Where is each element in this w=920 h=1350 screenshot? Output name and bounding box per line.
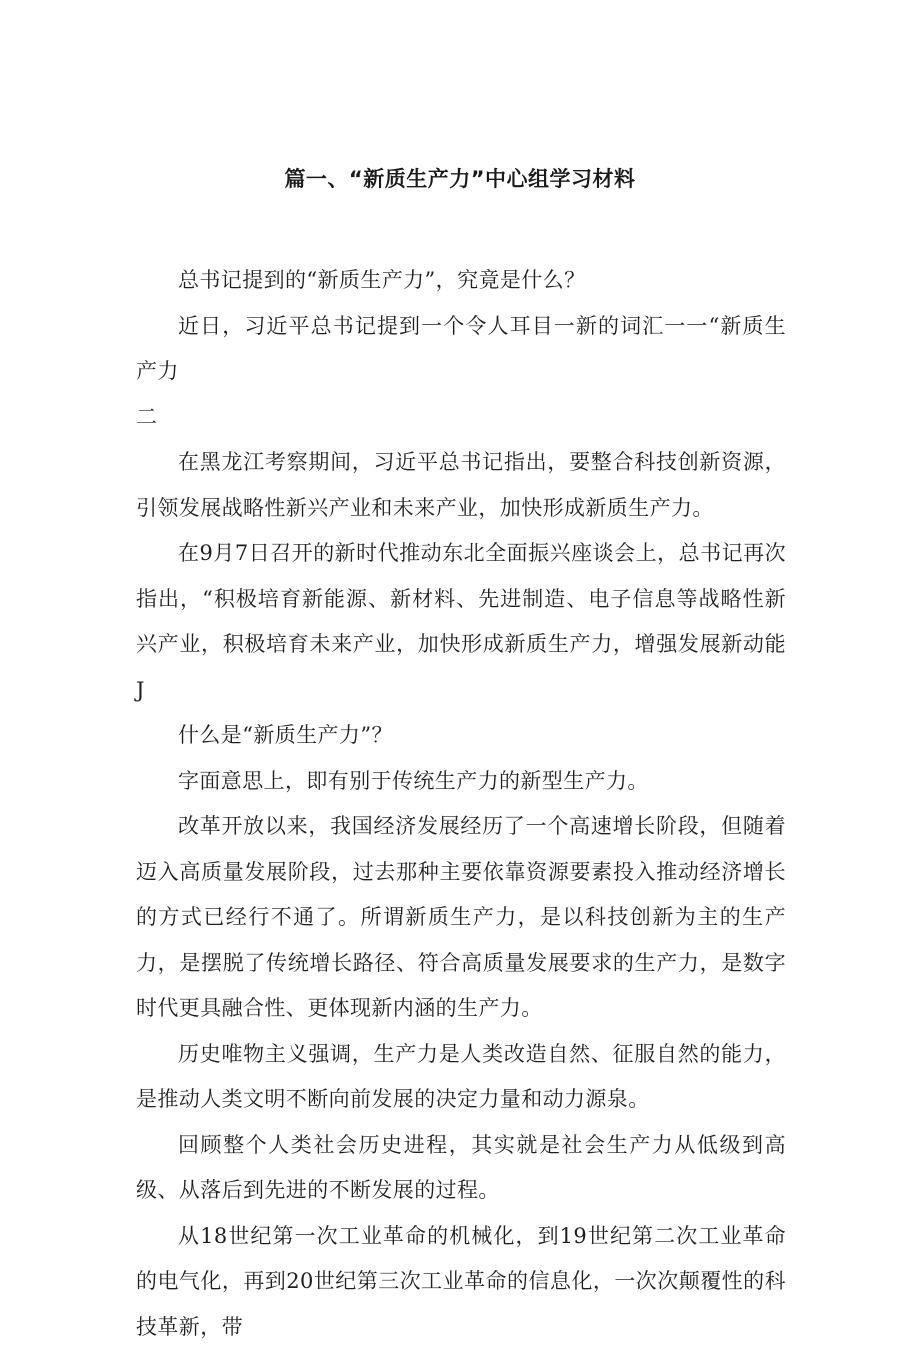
paragraph-recent-continuation: 二: [136, 395, 786, 441]
paragraph-literal-meaning: 字面意思上，即有别于传统生产力的新型生产力。: [136, 759, 786, 805]
document-title: 篇一、“新质生产力”中心组学习材料: [0, 163, 920, 193]
paragraph-heilongjiang: 在黑龙江考察期间，习近平总书记指出，要整合科技创新资源，引领发展战略性新兴产业和未来产业，加快形成新质生产力。: [136, 440, 786, 531]
paragraph-industrial-revolutions: 从18世纪第一次工业革命的机械化，到19世纪第二次工业革命的电气化，再到20世纪第三次工业革命的信息化，一次次颠覆性的科技革新，带: [136, 1214, 786, 1350]
paragraph-question: 总书记提到的“新质生产力”，究竟是什么？: [136, 258, 786, 304]
paragraph-symposium: 在9月7日召开的新时代推动东北全面振兴座谈会上，总书记再次指出，“积极培育新能源、新材料、先进制造、电子信息等战略性新兴产业，积极培育未来产业，加快形成新质生产力，增强发展新动能J: [136, 531, 786, 713]
paragraph-review: 回顾整个人类社会历史进程，其实就是社会生产力从低级到高级、从落后到先进的不断发展的过程。: [136, 1123, 786, 1214]
paragraph-what-is: 什么是“新质生产力”？: [136, 713, 786, 759]
paragraph-recent: 近日，习近平总书记提到一个令人耳目一新的词汇一一“新质生产力: [136, 304, 786, 395]
paragraph-historical-materialism: 历史唯物主义强调，生产力是人类改造自然、征服自然的能力，是推动人类文明不断向前发展的决定力量和动力源泉。: [136, 1032, 786, 1123]
document-body: [136, 258, 786, 1350]
paragraph-reform: 改革开放以来，我国经济发展经历了一个高速增长阶段，但随着迈入高质量发展阶段，过去那种主要依靠资源要素投入推动经济增长的方式已经行不通了。所谓新质生产力，是以科技创新为主的生产力，是摆脱了传统增长路径、符合高质量发展要求的生产力，是数字时代更具融合性、更体现新内涵的生产力。: [136, 804, 786, 1032]
